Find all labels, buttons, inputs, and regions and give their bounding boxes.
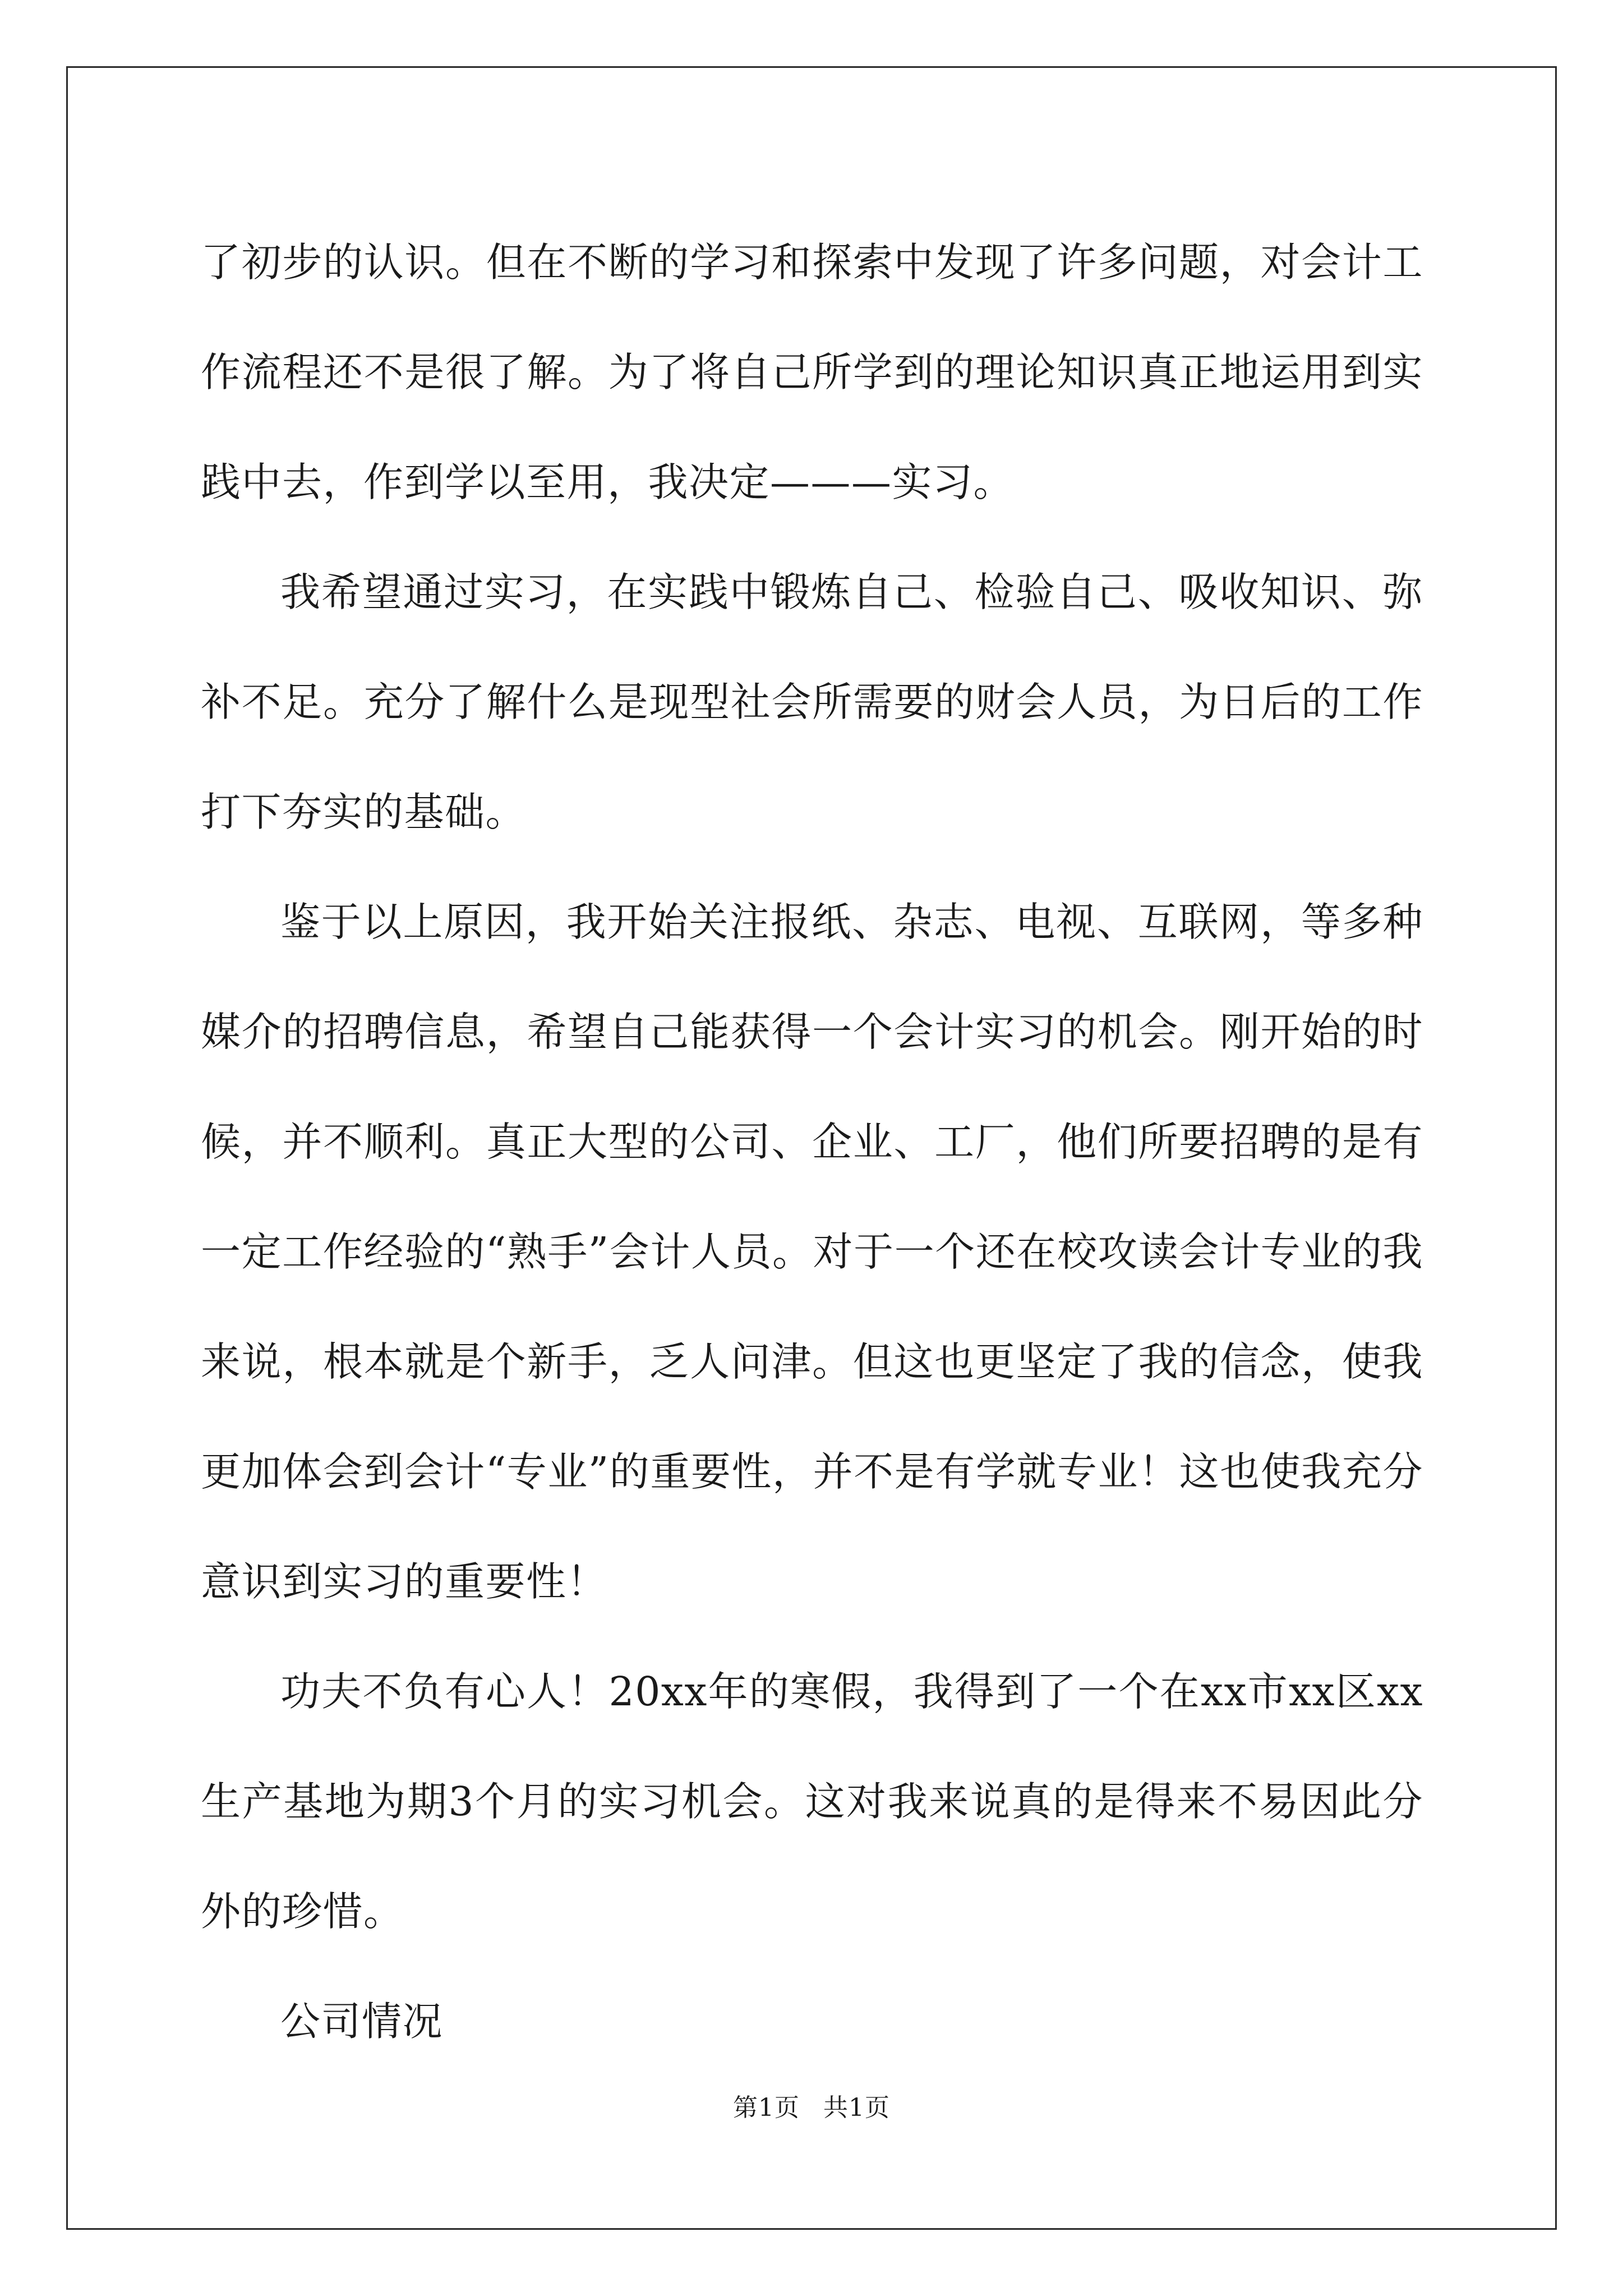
paragraph-internship-offer: 功夫不负有心人！20xx年的寒假，我得到了一个在xx市xx区xx生产基地为期3个月的实习机会。这对我来说真的是得来不易因此分外的珍惜。 bbox=[201, 1668, 1423, 1935]
paragraph-job-search: 鉴于以上原因，我开始关注报纸、杂志、电视、互联网，等多种媒介的招聘信息，希望自己能获得一个会计实习的机会。刚开始的时候，并不顺利。真正大型的公司、企业、工厂，他们所要招聘的是有一定工作经验的“熟手”会计人员。对于一个还在校攻读会计专业的我来说，根本就是个新手，乏人问津。但这也更坚定了我的信念，使我更加体会到会计“专业”的重要性，并不是有学就专业！这也使我充分意识到实习的重要性！ bbox=[201, 899, 1423, 1605]
paragraph-hope: 我希望通过实习，在实践中锻炼自己、检验自己、吸收知识、弥补不足。充分了解什么是现型社会所需要的财会人员，为日后的工作打下夯实的基础。 bbox=[201, 569, 1423, 835]
section-heading-company: 公司情况 bbox=[280, 1998, 444, 2045]
paragraph-continuation: 了初步的认识。但在不断的学习和探索中发现了许多问题，对会计工作流程还不是很了解。为了将自己所学到的理论知识真正地运用到实践中去，作到学以至用，我决定———实习。 bbox=[201, 239, 1423, 505]
page-footer bbox=[0, 2091, 1623, 2125]
page-number-total: 共1页 bbox=[823, 2093, 890, 2122]
page-number-current: 第1页 bbox=[733, 2093, 800, 2122]
document-body bbox=[201, 208, 1423, 2077]
